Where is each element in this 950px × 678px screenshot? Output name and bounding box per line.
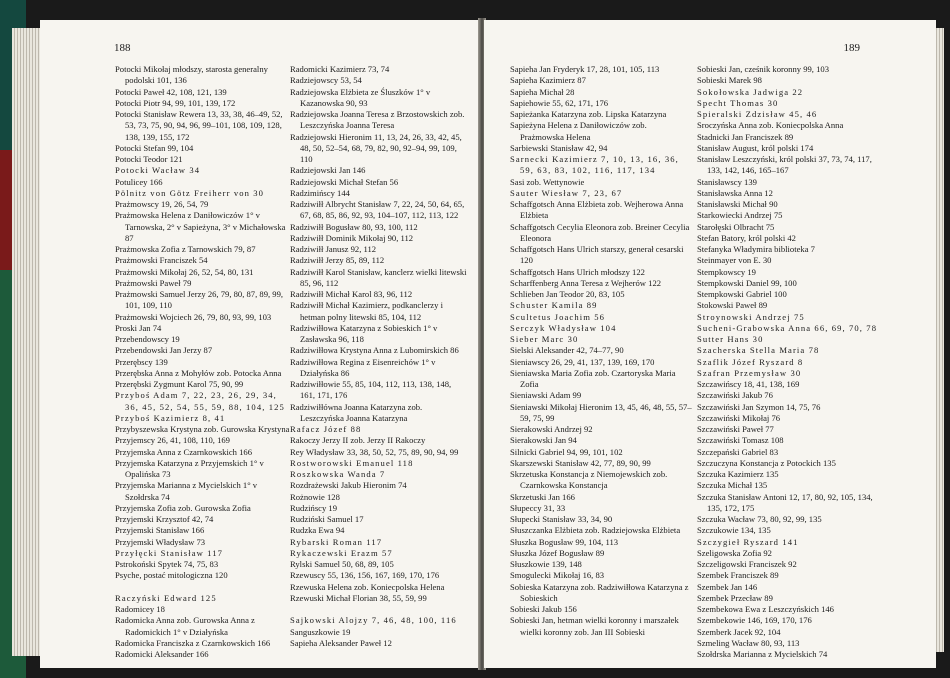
index-column: [290, 64, 468, 649]
index-entry: Sucheni-Grabowska Anna 66, 69, 70, 78: [697, 322, 878, 333]
index-entry: Prażmowska Helena z Daniłowiczów 1° v Tarnowska, 2° v Sapieżyna, 3° v Michałowska 87: [115, 210, 286, 243]
index-entry: Potocki Mikołaj młodszy, starosta generalny podolski 101, 136: [115, 64, 268, 86]
index-entry: Sapieha Jan Fryderyk 17, 28, 101, 105, 113: [510, 64, 660, 74]
index-entry: Radziwiłłowa Katarzyna z Sobieskich 1° v Zasławska 96, 118: [290, 322, 438, 344]
index-entry: Szczawińscy 18, 41, 138, 169: [697, 379, 800, 389]
index-entry: Przyjemscy 26, 41, 108, 110, 169: [115, 435, 230, 446]
index-entry: Prażmowska Zofia z Tarnowskich 79, 87: [115, 244, 256, 254]
index-entry: Szczawiński Mikołaj 76: [697, 412, 781, 423]
index-entry: Radziwiłł Janusz 92, 112: [290, 244, 377, 254]
index-entry: Szczepański Gabriel 83: [697, 446, 779, 457]
index-entry: Szczawiński Jakub 76: [697, 390, 773, 401]
index-entry: Rudzińscy 19: [290, 502, 338, 513]
index-entry: Stokowski Paweł 89: [697, 300, 768, 311]
index-entry: Przyjemska Katarzyna z Przyjemskich 1° v Opalińska 73: [115, 457, 264, 479]
index-entry: Szołdrska Marianna z Mycielskich 74: [697, 649, 828, 659]
index-entry: Radziwiłł Dominik Mikołaj 90, 112: [290, 232, 414, 243]
index-entry: Stefanyka Władymira biblioteka 7: [697, 244, 815, 254]
index-entry: Stanisławska Anna 12: [697, 187, 773, 198]
index-entry: Sapieżanka Katarzyna zob. Lipska Katarzyna: [510, 109, 667, 119]
index-entry: Radomicey 18: [115, 604, 165, 614]
index-entry: Stanisław August, król polski 174: [697, 142, 814, 153]
index-entry: Szczuka Michał 135: [697, 480, 768, 491]
index-entry: Stempkowski Gabriel 100: [697, 289, 787, 299]
index-entry: Schaffgotsch Cecylia Eleonora zob. Breiner Cecylia Eleonora: [510, 221, 690, 243]
index-entry: Szczuka Stanisław Antoni 12, 17, 80, 92, 105, 134, 135, 172, 175: [697, 491, 873, 513]
index-entry: Proski Jan 74: [115, 322, 162, 333]
index-entry: Starołęski Olbracht 75: [697, 221, 775, 232]
index-entry: Szembek Franciszek 89: [697, 570, 779, 581]
index-entry: Szczuka Kazimierz 135: [697, 469, 779, 479]
index-entry: Potocki Stanisław Rewera 13, 33, 38, 46–49, 52, 53, 73, 75, 90, 94, 96, 99–101, 108, 109, 128, 138, 139, 155, 172: [115, 109, 283, 142]
index-entry: Sapieżyna Helena z Daniłowiczów zob. Prażmowska Helena: [510, 120, 647, 142]
index-entry: Prażmowscy 19, 26, 54, 79: [115, 199, 209, 209]
index-entry: Radzimińscy 144: [290, 187, 350, 198]
index-entry: Sapieha Michał 28: [510, 86, 575, 97]
index-entry: Specht Thomas 30: [697, 97, 779, 108]
index-entry: Przerębscy 139: [115, 356, 168, 367]
index-entry: Sielski Aleksander 42, 74–77, 90: [510, 345, 624, 356]
index-entry: Radziejowski Jan 146: [290, 165, 366, 176]
index-entry: Sobieski Jan, hetman wielki koronny i marszałek wielki koronny zob. Jan III Sobieski: [510, 615, 679, 637]
index-entry: Schaffgotsch Anna Elżbieta zob. Wejherowa Anna Elżbieta: [510, 199, 684, 221]
index-entry: Radziejowski Michał Stefan 56: [290, 176, 399, 187]
index-entry: Radziwiłłowa Regina z Eisenreichów 1° v Działyńska 86: [290, 356, 436, 378]
index-entry: Przybyszewska Krystyna zob. Gurowska Krystyna: [115, 424, 290, 434]
index-entry: Rylski Samuel 50, 68, 89, 105: [290, 559, 394, 569]
index-entry: Rudziński Samuel 17: [290, 514, 364, 524]
index-entry: Psyche, postać mitologiczna 120: [115, 570, 228, 581]
index-entry: Szembekowie 146, 169, 170, 176: [697, 615, 812, 626]
index-entry: Szembekowa Ewa z Leszczyńskich 146: [697, 604, 834, 614]
index-entry: Potocki Paweł 42, 108, 121, 139: [115, 86, 227, 97]
left-page-edges: [12, 28, 42, 656]
index-entry: Potocki Teodor 121: [115, 154, 183, 164]
index-entry: Schaffgotsch Hans Ulrich młodszy 122: [510, 266, 645, 277]
index-entry: Radziejowska Elżbieta ze Śluszków 1° v Kazanowska 90, 93: [290, 86, 431, 108]
page-number: 188: [114, 42, 131, 54]
index-entry: Stroynowski Andrzej 75: [697, 311, 805, 322]
index-entry: Sobieski Marek 98: [697, 75, 762, 86]
index-entry: Rafacz Józef 88: [290, 424, 362, 434]
index-entry: Rostworowski Emanuel 118: [290, 457, 414, 468]
index-entry: Sobieska Katarzyna zob. Radziwiłłowa Katarzyna z Sobieskich: [510, 581, 689, 603]
index-entry: Sapiehowie 55, 62, 171, 176: [510, 97, 609, 108]
index-entry: Prażmowski Mikołaj 26, 52, 54, 80, 131: [115, 266, 254, 277]
index-entry: Radziejowscy 53, 54: [290, 75, 362, 86]
page-number: 189: [843, 42, 860, 54]
index-entry: Słupeccy 31, 33: [510, 502, 566, 513]
index-entry: Sierakowski Jan 94: [510, 435, 577, 446]
index-entry: Rykaczewski Erazm 57: [290, 547, 393, 558]
index-entry: Potocki Piotr 94, 99, 101, 139, 172: [115, 97, 236, 108]
index-entry: Radomicki Kazimierz 73, 74: [290, 64, 390, 74]
index-entry: Stanisław Leszczyński, król polski 37, 73, 74, 117, 133, 142, 146, 165–167: [697, 154, 872, 176]
index-entry: Radziwiłł Michał Kazimierz, podkanclerzy i hetman polny litewski 85, 104, 112: [290, 300, 443, 322]
index-entry: Prażmowski Paweł 79: [115, 277, 192, 288]
index-column: [697, 64, 883, 660]
index-entry: Raczyński Edward 125: [115, 592, 217, 603]
index-entry: Scharffenberg Anna Teresa z Wejherów 122: [510, 277, 662, 288]
index-entry: Szacherska Stella Maria 78: [697, 345, 820, 356]
index-entry: Rakoczy Jerzy II zob. Jerzy II Rakoczy: [290, 435, 426, 446]
index-entry: Szembek Przecław 89: [697, 592, 773, 603]
index-entry: Przyjemski Władysław 73: [115, 536, 206, 547]
index-entry: Stempkowski Daniel 99, 100: [697, 277, 797, 288]
index-entry: Sarbiewski Stanisław 42, 94: [510, 142, 608, 153]
index-entry: Szczygieł Ryszard 141: [697, 536, 799, 547]
index-entry: Radziejowska Joanna Teresa z Brzostowskich zob. Leszczyńska Joanna Teresa: [290, 109, 465, 131]
index-entry: Radziejowski Hieronim 11, 13, 24, 26, 33, 42, 45, 48, 50, 52–54, 68, 79, 82, 90, 92–94, 99, 109, 110: [290, 131, 462, 164]
index-entry: Radziwiłł Karol Stanisław, kanclerz wielki litewski 85, 96, 112: [290, 266, 467, 288]
index-entry: Sokołowska Jadwiga 22: [697, 86, 804, 97]
index-entry: Radziwiłłówna Joanna Katarzyna zob. Leszczyńska Joanna Katarzyna: [290, 401, 423, 423]
index-entry: Radziwiłłowie 55, 85, 104, 112, 113, 138, 148, 161, 171, 176: [290, 379, 452, 401]
index-entry: Silnicki Gabriel 94, 99, 101, 102: [510, 446, 623, 457]
index-entry: Sasi zob. Wettynowie: [510, 176, 585, 187]
index-entry: Rzewuska Helena zob. Koniecpolska Helena: [290, 581, 445, 592]
index-entry: Skarszewski Stanisław 42, 77, 89, 90, 99: [510, 457, 651, 468]
index-entry: Sobieski Jan, cześnik koronny 99, 103: [697, 64, 829, 74]
index-entry: Radziwiłł Bogusław 80, 93, 100, 112: [290, 221, 418, 232]
index-entry: Radziwiłłowa Krystyna Anna z Lubomirskich 86: [290, 345, 459, 356]
index-entry: Stanisławski Michał 90: [697, 199, 778, 209]
index-entry: Radomicki Aleksander 166: [115, 649, 209, 659]
index-entry: Sobieski Jakub 156: [510, 604, 577, 614]
index-entry: Schaffgotsch Hans Ulrich starszy, generał cesarski 120: [510, 244, 684, 266]
index-entry: Rey Władysław 33, 38, 50, 52, 75, 89, 90, 94, 99: [290, 446, 459, 457]
index-entry: Stanisławscy 139: [697, 176, 757, 187]
index-entry: Scultetus Joachim 56: [510, 311, 606, 322]
index-entry: Przyboś Adam 7, 22, 23, 26, 29, 34, 36, 45, 52, 54, 55, 59, 88, 104, 125: [115, 390, 285, 412]
index-entry: Szmeling Wacław 80, 93, 113: [697, 637, 800, 648]
index-entry: Smogulecki Mikołaj 16, 83: [510, 570, 605, 581]
index-entry: Schlieben Jan Teodor 20, 83, 105: [510, 289, 625, 299]
index-entry: Przerębski Zygmunt Karol 75, 90, 99: [115, 379, 244, 389]
index-entry: Przyboś Kazimierz 8, 41: [115, 412, 226, 423]
index-entry: Szczeligowski Franciszek 92: [697, 559, 797, 569]
index-entry: Sarnecki Kazimierz 7, 10, 13, 16, 36, 59, 63, 83, 102, 116, 117, 134: [510, 154, 679, 176]
index-entry: Rybarski Roman 117: [290, 536, 383, 547]
index-entry: Szczuczyna Konstancja z Potockich 135: [697, 457, 836, 468]
index-entry: Szeligowska Zofia 92: [697, 547, 772, 558]
index-column: [510, 64, 692, 638]
index-entry: Rozdrażewski Jakub Hieronim 74: [290, 480, 407, 491]
index-entry: Przebendowscy 19: [115, 334, 180, 344]
index-entry: Sieniawska Maria Zofia zob. Czartoryska Maria Zofia: [510, 367, 676, 389]
index-entry: Sanguszkowie 19: [290, 626, 351, 637]
index-entry: Szemberk Jacek 92, 104: [697, 626, 781, 637]
index-entry: Słuszka Józef Bogusław 89: [510, 547, 605, 558]
index-entry: Radziwiłł Jerzy 85, 89, 112: [290, 255, 385, 266]
index-entry: Przyjemski Krzysztof 42, 74: [115, 514, 214, 524]
left-page: [40, 20, 480, 668]
index-entry: Radziwiłł Albrycht Stanisław 7, 22, 24, 50, 64, 65, 67, 68, 85, 86, 92, 93, 104–107, 112, 113, 122: [290, 199, 465, 221]
index-entry: Słuszkowie 139, 148: [510, 559, 582, 569]
index-entry: Słupecki Stanisław 33, 34, 90: [510, 514, 613, 524]
index-entry: Przyjemski Stanisław 166: [115, 525, 205, 536]
index-entry: Przerębska Anna z Mohyłów zob. Potocka Anna: [115, 367, 282, 378]
index-entry: Radomicka Franciszka z Czarnkowskich 166: [115, 637, 271, 648]
index-entry: Potocki Stefan 99, 104: [115, 142, 194, 153]
index-entry: Sajkowski Alojzy 7, 46, 48, 100, 116: [290, 615, 457, 626]
index-entry: Szafran Przemysław 30: [697, 367, 802, 378]
index-entry: Stempkowscy 19: [697, 266, 756, 277]
index-entry: Sroczyńska Anna zob. Koniecpolska Anna: [697, 120, 844, 131]
index-entry: Rzewuscy 55, 136, 156, 167, 169, 170, 176: [290, 570, 440, 581]
index-entry: Słuszka Bogusław 99, 104, 113: [510, 536, 619, 547]
index-entry: Przyjemska Zofia zob. Gurowska Zofia: [115, 502, 251, 513]
index-entry: Stadnicki Jan Franciszek 89: [697, 131, 794, 142]
index-entry: Przebendowski Jan Jerzy 87: [115, 345, 213, 356]
index-entry: Skrzetuski Jan 166: [510, 491, 575, 502]
index-entry: Steinmayer von E. 30: [697, 255, 772, 266]
index-entry: Stefan Batory, król polski 42: [697, 232, 796, 243]
index-entry: Prażmowski Franciszek 54: [115, 255, 208, 266]
index-entry: Sutter Hans 30: [697, 334, 764, 344]
index-entry: Przyłęcki Stanisław 117: [115, 547, 224, 558]
index-entry: Sieniawski Mikołaj Hieronim 13, 45, 46, 48, 55, 57–59, 75, 99: [510, 401, 692, 423]
index-entry: Starkowiecki Andrzej 75: [697, 210, 783, 221]
index-entry: Roszkowska Wanda 7: [290, 469, 386, 479]
index-entry: Skrzetuska Konstancja z Niemojewskich zob. Czarnkowska Konstancja: [510, 469, 668, 491]
index-entry: Szczawiński Jan Szymon 14, 75, 76: [697, 401, 821, 412]
right-page: [484, 20, 936, 668]
index-entry: Rożnowie 128: [290, 491, 340, 502]
index-entry: Pölnitz von Götz Freiherr von 30: [115, 187, 265, 198]
index-entry: Szczawiński Tomasz 108: [697, 435, 784, 446]
index-entry: Szczawiński Paweł 77: [697, 424, 774, 434]
index-entry: Szczuka Wacław 73, 80, 92, 99, 135: [697, 514, 822, 524]
index-entry: Prażmowski Samuel Jerzy 26, 79, 80, 87, 89, 99, 101, 109, 110: [115, 289, 284, 311]
index-entry: Szczukowie 134, 135: [697, 525, 771, 536]
index-entry: Serczyk Władysław 104: [510, 322, 617, 333]
index-column: [115, 64, 293, 660]
index-entry: Sapieha Aleksander Paweł 12: [290, 637, 392, 648]
index-entry: Radziwiłł Michał Karol 83, 96, 112: [290, 289, 413, 299]
index-entry: Szaflik Józef Ryszard 8: [697, 356, 804, 367]
index-entry: Sauter Wiesław 7, 23, 67: [510, 187, 623, 198]
index-entry: Sieber Marc 30: [510, 334, 579, 344]
index-entry: Pstrokoński Spytek 74, 75, 83: [115, 559, 219, 569]
index-entry: Prażmowski Wojciech 26, 79, 80, 93, 99, 103: [115, 311, 272, 322]
index-entry: Sierakowski Andrzej 92: [510, 424, 593, 434]
index-entry: Radomicka Anna zob. Gurowska Anna z Radomickich 1° v Działyńska: [115, 615, 255, 637]
index-entry: Potocki Wacław 34: [115, 165, 201, 176]
index-entry: Sieniawscy 26, 29, 41, 137, 139, 169, 170: [510, 356, 655, 367]
index-entry: Sieniawski Adam 99: [510, 390, 582, 401]
index-entry: Rudzka Ewa 94: [290, 525, 345, 536]
index-entry: Potulicey 166: [115, 176, 163, 187]
index-entry: Spieralski Zdzisław 45, 46: [697, 109, 818, 119]
index-entry: Szembek Jan 146: [697, 581, 758, 592]
index-entry: Rzewuski Michał Florian 38, 55, 59, 99: [290, 592, 427, 603]
index-entry: Słuszczanka Elżbieta zob. Radziejowska Elżbieta: [510, 525, 681, 536]
index-entry: Przyjemska Anna z Czarnkowskich 166: [115, 446, 252, 457]
index-entry: Przyjemska Marianna z Mycielskich 1° v Szołdrska 74: [115, 480, 258, 502]
index-entry: Sapieha Kazimierz 87: [510, 75, 586, 86]
index-entry: Schuster Kamila 89: [510, 300, 598, 311]
